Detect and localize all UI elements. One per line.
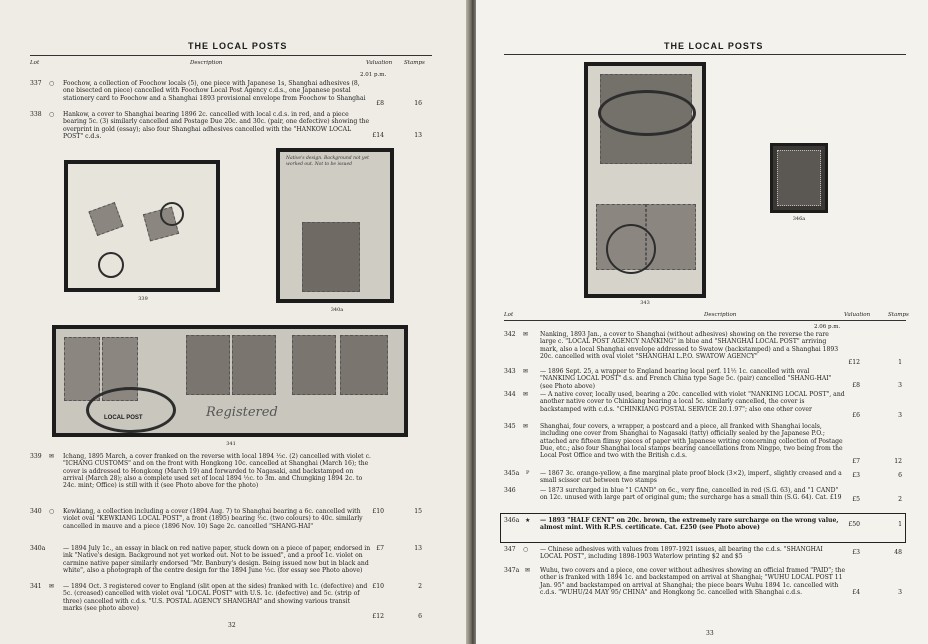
lot-valuation: £5 <box>852 496 860 503</box>
lot-valuation: £3 <box>852 549 860 556</box>
lot-number: 345 <box>504 423 516 430</box>
lot-number: 347 <box>504 546 516 553</box>
photo-caption: 343 <box>640 300 650 306</box>
lot-number: 343 <box>504 368 516 375</box>
lot-valuation: £10 <box>372 508 384 515</box>
lot-number: 346a <box>504 517 520 524</box>
stamp-image <box>186 335 230 395</box>
lot-stamps: 48 <box>894 549 902 556</box>
lot-stamps: 6 <box>418 613 422 620</box>
lot-valuation: £4 <box>852 589 860 596</box>
lot-description: — 1873 surcharged in blue "1 CAND" on 6c., very fine, cancelled in red (S.G. 63), and "1 CAND" on 12c. unused with large part of original gum; the surcharge has a small thin (S.G. 64). Cat. £19 <box>540 487 842 502</box>
registered-label: Registered <box>206 405 278 420</box>
mint-star-icon: ★ <box>525 517 531 524</box>
lot-description: — Chinese adhesives with values from 1897-1921 issues, all bearing the c.d.s. "SHANGHAI LOCAL POST", including 1898-1903 Waterlow printing $2 and $5 <box>540 546 823 561</box>
lot-description: — 1894 Oct. 3 registered cover to England (slit open at the sides) franked with 1c. (defective) and 5c. (creased) cancelled with violet oval "LOCAL POST" with U.S. 1c. (defective) and 5c. (strip of three) cancelled with c.d.s. "U.S. POSTAL AGENCY SHANGHAI" and showing various transit marks (see photo above) <box>63 583 368 612</box>
lot-photo <box>276 148 394 303</box>
lot-description: Nanking, 1893 Jan., a cover to Shanghai (without adhesives) showing on the reverse the rare large c. "LOCAL POST AGENCY NANKING" in blue and "SHANGHAI LOCAL POST" arriving mark, also a local Shanghai envelope addressed to Swatow (backstamped) and a Shanghai 1893 20c. cancelled with oval violet "SHANGHAI L.P.O. SWATOW AGENCY" <box>540 331 839 360</box>
cover-icon: ✉ <box>523 391 529 398</box>
photo-caption: 341 <box>226 441 236 447</box>
lot-number: 342 <box>504 331 516 338</box>
col-stamps: Stamps <box>888 312 909 318</box>
lot-number: 339 <box>30 453 42 460</box>
header-rule <box>30 55 432 56</box>
lot-photo <box>584 62 706 298</box>
lot-stamps: 1 <box>898 359 902 366</box>
lot-valuation: £12 <box>372 613 384 620</box>
lot-photo <box>770 143 828 213</box>
page-header: THE LOCAL POSTS <box>188 41 288 51</box>
lot-description: — 1893 "HALF CENT" on 20c. brown, the extremely rare surcharge on the wrong value, almost mint. With R.P.S. certificate. Cat. £250 (see Photo above) <box>540 517 839 532</box>
lot-valuation: £14 <box>372 132 384 139</box>
lot-entry <box>504 391 908 421</box>
column-rule <box>504 320 906 321</box>
stamp-image <box>292 335 336 395</box>
col-description: Description <box>190 60 223 66</box>
lot-description: Wuhu, two covers and a piece, one cover without adhesives showing an official framed "PAID"; the other is franked with 1894 1c. and backstamped on arrival at Shanghai; "WUHU LOCAL POST 11 Jan. 95" and backstamped on arrival at Shanghai; the piece bears Wuhu 1894 1c. cancelled with c.d.s. "WUHU/24 MAY 95/ CHINA" and Hongkong 5c. cancelled with Shanghai c.d.s. <box>540 567 846 596</box>
lot-valuation: £8 <box>852 382 860 389</box>
col-lot: Lot <box>30 60 40 66</box>
lot-description: — A native cover, locally used, bearing a 20c. cancelled with violet "NANKING LOCAL POST", and another native cover to Chinkiang bearing a local 5c. similarly cancelled, the cover is backstamped with c.d.s. "CHINKIANG POSTAL SERVICE 20.1.97"; also one other cover <box>540 391 845 413</box>
lot-entry <box>504 470 908 486</box>
lot-description: Kewkiang, a collection including a cover (1894 Aug. 7) to Shanghai bearing a 6c. cancelled with violet oval "KEWKIANG LOCAL POST", a front (1895) bearing ½c. (two colours) to 40c. similarly cancelled in mauve and a piece (1896 Nov. 10) Sage 2c. cancelled "SHANG-HAI" <box>63 508 363 530</box>
lot-valuation: £8 <box>376 100 384 107</box>
col-valuation: Valuation <box>844 312 871 318</box>
sale-time: 2.06 p.m. <box>814 324 841 330</box>
lot-stamps: 1 <box>898 521 902 528</box>
condition-icon: ○ <box>523 546 529 553</box>
lot-description: Shanghai, four covers, a wrapper, a postcard and a piece, all franked with Shanghai locals, including one cover from Shanghai to Nagasaki (tatty) officially sealed by the Japanese P.O.; attached are fifteen flimsy pieces of paper with Japanese writing concerning collection of Postage Due, etc.; also four Shanghai local stamps bearing cancellations from Ningpo, two being from the Local Post Office and two with the British c.d.s. <box>540 423 843 460</box>
header-rule <box>504 54 906 55</box>
page-header: THE LOCAL POSTS <box>664 41 764 51</box>
lot-description: Hankow, a cover to Shanghai bearing 1896 2c. cancelled with local c.d.s. in red, and a piece bearing 5c. (3) similarly cancelled and Postage Due 20c. and 30c. (pair, one defective) showing the overprint in gold (essay); also four Shanghai adhesives cancelled with the "HANKOW LOCAL POST" c.d.s. <box>63 111 370 140</box>
lot-number: 338 <box>30 111 42 118</box>
postmark <box>86 387 176 433</box>
lot-valuation: £50 <box>848 521 860 528</box>
lot-stamps: 15 <box>414 508 422 515</box>
page-number: 32 <box>228 622 236 629</box>
lot-stamps: 2 <box>418 583 422 590</box>
lot-valuation: £7 <box>376 545 384 552</box>
stamp-image <box>340 335 388 395</box>
page-number: 33 <box>706 630 714 637</box>
lot-entry <box>504 546 908 564</box>
lot-entry <box>30 545 432 581</box>
lot-number: 346 <box>504 487 516 494</box>
lot-number: 345a <box>504 470 520 477</box>
lot-photo <box>52 325 408 437</box>
lot-valuation: £10 <box>372 583 384 590</box>
col-description: Description <box>704 312 737 318</box>
right-page <box>476 0 928 644</box>
stamp-image <box>777 150 821 206</box>
lot-description: — 1867 3c. orange-yellow, a fine marginal plate proof block (3×2), imperf., slightly creased and a small scissor cut between two stamps <box>540 470 842 485</box>
essay-inscription: Native's design. Background not yet worked out. Not to be issued <box>286 156 369 167</box>
lot-stamps: 2 <box>898 496 902 503</box>
lot-stamps: 13 <box>414 545 422 552</box>
lot-stamps: 12 <box>894 458 902 465</box>
local-post-mark: LOCAL POST <box>104 415 143 421</box>
lot-stamps: 3 <box>898 382 902 389</box>
lot-entry <box>504 423 908 468</box>
lot-valuation: £3 <box>852 472 860 479</box>
stamp-image <box>88 202 123 236</box>
condition-icon: ○ <box>49 111 55 118</box>
sale-time: 2.01 p.m. <box>360 72 387 78</box>
cover-icon: ✉ <box>49 453 55 460</box>
cover-icon: ✉ <box>525 567 531 574</box>
proof-icon: P <box>526 470 530 476</box>
lot-photo <box>64 160 220 292</box>
lot-valuation: £6 <box>852 412 860 419</box>
stamp-image <box>64 337 100 401</box>
lot-stamps: 3 <box>898 589 902 596</box>
cover-icon: ✉ <box>523 368 529 375</box>
lot-description: Ichang, 1895 March, a cover franked on the reverse with local 1894 ½c. (2) cancelled with violet c. "ICHANG CUSTOMS" and on the front with Hongkong 10c. cancelled at Shanghai (March 16); the cover is addressed to Hongkong (March 19) and forwarded to Nagasaki, and backstamped on arrival (March 28); also a complete used set of local 1894 ½c. to 3m. and Chungking 1894 2c. to 24c. mint; Office) is still with it (see Photo above for the photo) <box>63 453 371 490</box>
lot-entry <box>30 583 432 613</box>
lot-description: Foochow, a collection of Foochow locals (5), one piece with Japanese 1s, Shanghai adhesives (8, one bisected on piece) cancelled with Foochow Local Post Agency c.d.s., one Japanese postal stationery card to Foochow and a Shanghai 1893 provisional envelope from Foochow to Shanghai <box>63 80 366 102</box>
lot-entry <box>30 80 432 110</box>
postmark <box>606 224 656 274</box>
col-valuation: Valuation <box>366 60 393 66</box>
photo-caption: 340a <box>330 307 344 313</box>
cover-icon: ✉ <box>49 583 55 590</box>
condition-icon: ○ <box>49 508 55 515</box>
condition-icon: ○ <box>49 80 55 87</box>
lot-entry <box>30 111 432 145</box>
lot-number: 340a <box>30 545 46 552</box>
lot-entry <box>504 331 908 368</box>
cover-icon: ✉ <box>523 331 529 338</box>
lot-entry <box>504 368 908 390</box>
col-lot: Lot <box>504 312 514 318</box>
lot-entry <box>30 453 432 505</box>
lot-stamps: 16 <box>414 100 422 107</box>
postmark <box>598 90 696 136</box>
photo-caption: 339 <box>138 296 148 302</box>
lot-entry <box>30 508 432 544</box>
lot-valuation: £12 <box>848 359 860 366</box>
lot-entry <box>504 517 908 539</box>
lot-number: 341 <box>30 583 42 590</box>
lot-valuation: £7 <box>852 458 860 465</box>
lot-entry <box>504 487 908 510</box>
stamp-image <box>646 204 696 270</box>
postmark <box>160 202 184 226</box>
lot-description: — 1896 Sept. 25, a wrapper to England bearing local perf. 11½ 1c. cancelled with oval "NANKING LOCAL POST" d.s. and French China type Sage 5c. (pair) cancelled "SHANG-HAI" (see Photo above) <box>540 368 832 390</box>
cover-icon: ✉ <box>523 423 529 430</box>
col-stamps: Stamps <box>404 60 425 66</box>
photo-caption: 346a <box>792 216 806 222</box>
lot-number: 337 <box>30 80 42 87</box>
lot-stamps: 6 <box>898 472 902 479</box>
lot-number: 340 <box>30 508 42 515</box>
essay-image <box>302 222 360 292</box>
postmark <box>98 252 124 278</box>
lot-number: 347a <box>504 567 520 574</box>
lot-description: — 1894 July 1c., an essay in black on red native paper, stuck down on a piece of paper, endorsed in ink "Native's design. Background not yet worked out. Not to be issued", and a proof 1c. violet on carmine native paper similarly endorsed "Mr. Banbury's design. Being issued now but in black and white", also a photograph of the centre design for the 1894 June ½c. (for essay see Photo above) <box>63 545 371 574</box>
stamp-image <box>232 335 276 395</box>
lot-number: 344 <box>504 391 516 398</box>
lot-stamps: 3 <box>898 412 902 419</box>
lot-entry <box>504 567 908 611</box>
lot-stamps: 13 <box>414 132 422 139</box>
